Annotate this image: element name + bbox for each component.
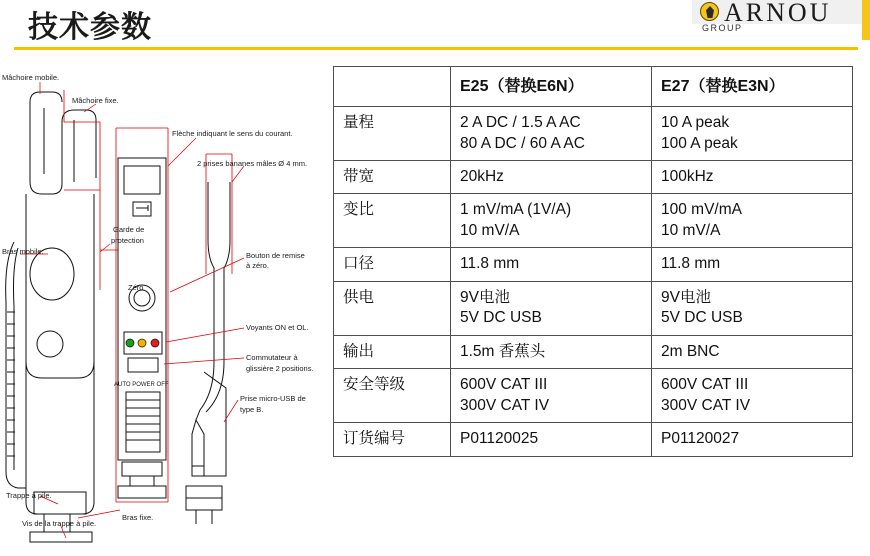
callout-fleche-courant: Flèche indiquant le sens du courant. [172,129,293,138]
brand-logo [692,0,870,40]
row-label-output: 输出 [334,335,451,368]
cell-e25-safety [451,369,652,423]
cell-line: 100 mV/mA [661,201,742,219]
cell-line: 600V CAT III [460,376,548,394]
callout-a-zero: à zéro. [246,261,269,270]
page-title: 技术参数 [28,11,152,44]
cell-line: 5V DC USB [460,309,542,327]
callout-bras-mobile: Bras mobile. [2,247,44,256]
callout-type-b: type B. [240,405,264,414]
device-label-zero: Zéro [128,283,144,292]
cell-e25-power [451,281,652,335]
callout-machoire-mobile: Mâchoire mobile. [2,73,60,82]
cell-line: 10 mV/A [661,221,721,239]
cell-line: 100kHz [661,168,714,186]
callout-vis-trappe: Vis de la trappe à pile. [22,519,97,528]
cell-e27-safety [652,369,853,423]
cell-e25-output [451,335,652,368]
cell-line: P01120025 [460,430,539,448]
product-diagram [0,62,320,556]
header-blank [334,67,451,107]
logo-badge-icon [700,2,719,21]
cell-e25-bandwidth [451,161,652,194]
callout-glissiere: glissière 2 positions. [246,364,314,373]
callout-prises-bananes: 2 prises bananes mâles Ø 4 mm. [197,159,308,168]
table-row [334,369,853,423]
cell-e27-aperture [652,248,853,281]
table-row [334,335,853,368]
callout-trappe-pile: Trappe à pile. [6,491,52,500]
table-row [334,107,853,161]
cell-line: 600V CAT III [661,376,749,394]
cell-e27-power [652,281,853,335]
specification-table [333,66,853,457]
table-row [334,194,853,248]
cell-line: 100 A peak [661,134,738,152]
header-divider [14,47,858,50]
header-e27: E27（替换E3N） [652,67,853,107]
table-header-row [334,67,853,107]
callout-protection: protection [111,236,144,245]
callout-prise-microusb: Prise micro-USB de [240,394,306,403]
cell-e27-ordercode [652,423,853,456]
table-row [334,281,853,335]
callout-bras-fixe: Bras fixe. [122,513,154,522]
row-label-safety: 安全等级 [334,369,451,423]
logo-wordmark: ARNOU [724,0,832,27]
callout-commutateur: Commutateur à [246,353,298,362]
table-row [334,423,853,456]
cell-e27-output [652,335,853,368]
cell-line: 2m BNC [661,342,720,360]
header-e25: E25（替换E6N） [451,67,652,107]
logo-accent-bar [862,0,870,40]
callout-machoire-fixe: Mâchoire fixe. [72,96,119,105]
cell-line: 9V电池 [460,288,510,306]
callout-bouton-remise: Bouton de remise [246,251,305,260]
cell-line: 80 A DC / 60 A AC [460,134,585,152]
cell-line: 20kHz [460,168,504,186]
cell-line: 1.5m 香蕉头 [460,342,546,360]
cell-line: 2 A DC / 1.5 A AC [460,114,581,132]
cell-e27-bandwidth [652,161,853,194]
cell-e25-ordercode [451,423,652,456]
cell-e25-range [451,107,652,161]
cell-line: 10 A peak [661,114,730,132]
row-label-ratio: 变比 [334,194,451,248]
cell-line: 11.8 mm [460,255,520,273]
cell-line: 10 mV/A [460,221,520,239]
row-label-aperture: 口径 [334,248,451,281]
row-label-ordercode: 订货编号 [334,423,451,456]
cell-e25-aperture [451,248,652,281]
row-label-bandwidth: 带宽 [334,161,451,194]
cell-e27-ratio [652,194,853,248]
cell-line: P01120027 [661,430,740,448]
device-label-auto-power-off: AUTO POWER OFF [114,382,169,388]
cell-line: 11.8 mm [661,255,721,273]
table-row [334,161,853,194]
cell-line: 5V DC USB [661,309,743,327]
cell-e25-ratio [451,194,652,248]
callout-voyants: Voyants ON et OL. [246,323,309,332]
callout-garde-de: Garde de [113,225,145,234]
cell-line: 300V CAT IV [661,396,751,414]
cell-line: 9V电池 [661,288,711,306]
row-label-power: 供电 [334,281,451,335]
row-label-range: 量程 [334,107,451,161]
table-row [334,248,853,281]
cell-e27-range [652,107,853,161]
cell-line: 1 mV/mA (1V/A) [460,201,572,219]
cell-line: 300V CAT IV [460,396,550,414]
logo-shield-icon [706,6,714,18]
logo-subtext: GROUP [702,23,743,33]
